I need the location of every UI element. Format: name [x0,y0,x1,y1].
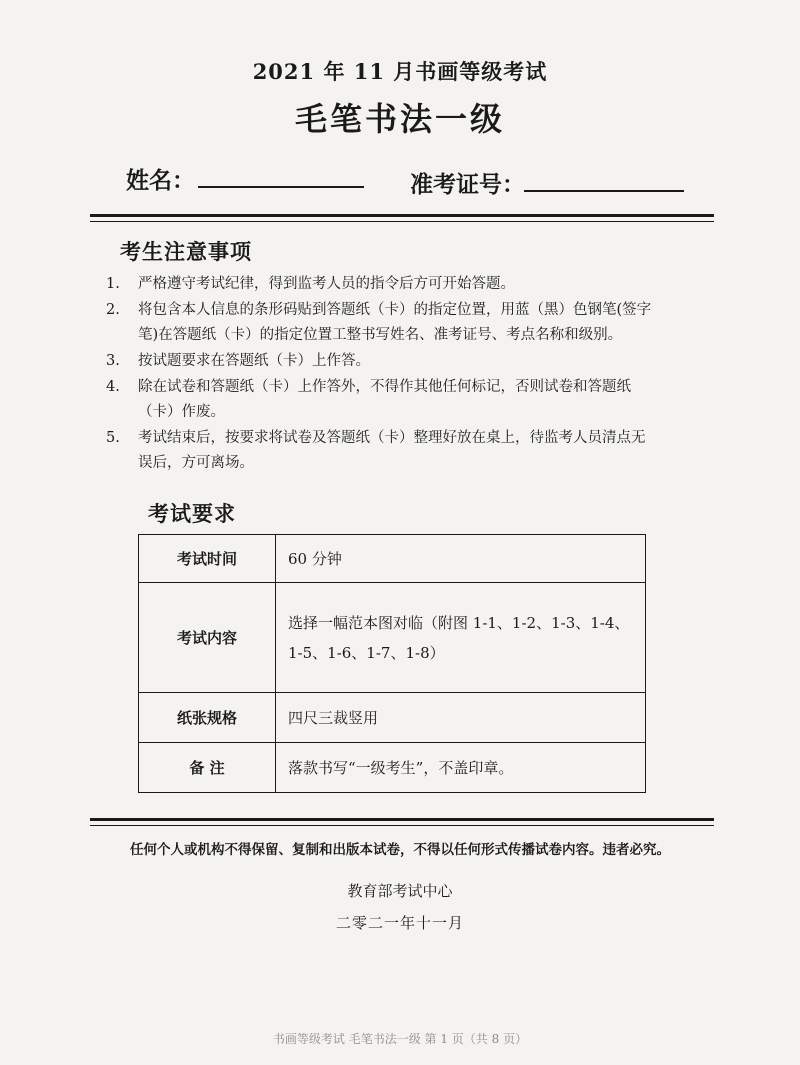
requirements-value-line: 1-5、1-6、1-7、1-8） [288,643,445,662]
notice-item-line: （卡）作废。 [138,404,225,420]
notice-list [106,272,696,476]
bottom-divider-thin [90,825,714,826]
candidate-id-field[interactable] [524,190,684,192]
requirements-label: 备 注 [139,743,276,793]
requirements-value [276,535,646,583]
requirements-value-line: 选择一幅范本图对临（附图 1-1、1-2、1-3、1-4、 [288,613,630,632]
candidate-id-label: 准考证号： [410,172,525,198]
notice-item-text [138,298,696,348]
page-footer: 书画等级考试 毛笔书法一级 第 1 页（共 8 页） [272,1032,528,1046]
notice-item-text [138,375,696,425]
notice-item-line: 误后，方可离场。 [138,455,254,471]
notice-item-line: 严格遵守考试纪律，得到监考人员的指令后方可开始答题。 [138,276,515,292]
exam-title: 2021 年 11 月书画等级考试 [252,59,548,84]
requirements-value [276,583,646,693]
name-label: 姓名： [126,168,195,194]
top-divider [90,214,714,217]
notice-item [106,272,696,297]
notice-item-number: 5. [106,430,120,446]
notice-item-text [138,349,696,374]
requirements-row [139,743,646,793]
requirements-title: 考试要求 [148,502,236,526]
notice-item-line: 考试结束后，按要求将试卷及答题纸（卡）整理好放在桌上，待监考人员清点无 [138,430,646,446]
requirements-label: 考试内容 [139,583,276,693]
notice-item-number: 2. [106,302,120,318]
requirements-value [276,743,646,793]
requirements-label: 纸张规格 [139,693,276,743]
notice-item-line: 笔)在答题纸（卡）的指定位置工整书写姓名、准考证号、考点名称和级别。 [138,327,623,343]
notice-item-text [138,272,696,297]
notice-title: 考生注意事项 [120,240,252,264]
bottom-divider [90,818,714,821]
notice-item-number: 3. [106,353,120,369]
notice-item-number: 4. [106,379,120,395]
requirements-value-line: 落款书写“一级考生”，不盖印章。 [288,758,514,777]
requirements-row [139,693,646,743]
top-divider-thin [90,221,714,222]
notice-item [106,375,696,425]
name-field[interactable] [198,186,364,188]
requirements-row [139,535,646,583]
requirements-value [276,693,646,743]
requirements-label: 考试时间 [139,535,276,583]
notice-item [106,426,696,476]
subject-title: 毛笔书法一级 [294,100,505,138]
requirements-table [138,534,646,793]
notice-item-line: 除在试卷和答题纸（卡）上作答外，不得作其他任何标记，否则试卷和答题纸 [138,379,631,395]
requirements-value-line: 四尺三裁竖用 [288,708,379,727]
issuer: 教育部考试中心 [347,882,453,900]
notice-item-line: 将包含本人信息的条形码贴到答题纸（卡）的指定位置，用蓝（黑）色钢笔(签字 [138,302,652,318]
notice-item [106,298,696,348]
notice-item-number: 1. [106,276,120,292]
notice-item-line: 按试题要求在答题纸（卡）上作答。 [138,353,370,369]
notice-item [106,349,696,374]
requirements-row [139,583,646,693]
issue-date: 二零二一年十一月 [335,914,464,932]
requirements-value-line: 60 分钟 [288,549,342,568]
copyright-notice: 任何个人或机构不得保留、复制和出版本试卷，不得以任何形式传播试卷内容。违者必究。 [130,842,670,858]
notice-item-text [138,426,696,476]
